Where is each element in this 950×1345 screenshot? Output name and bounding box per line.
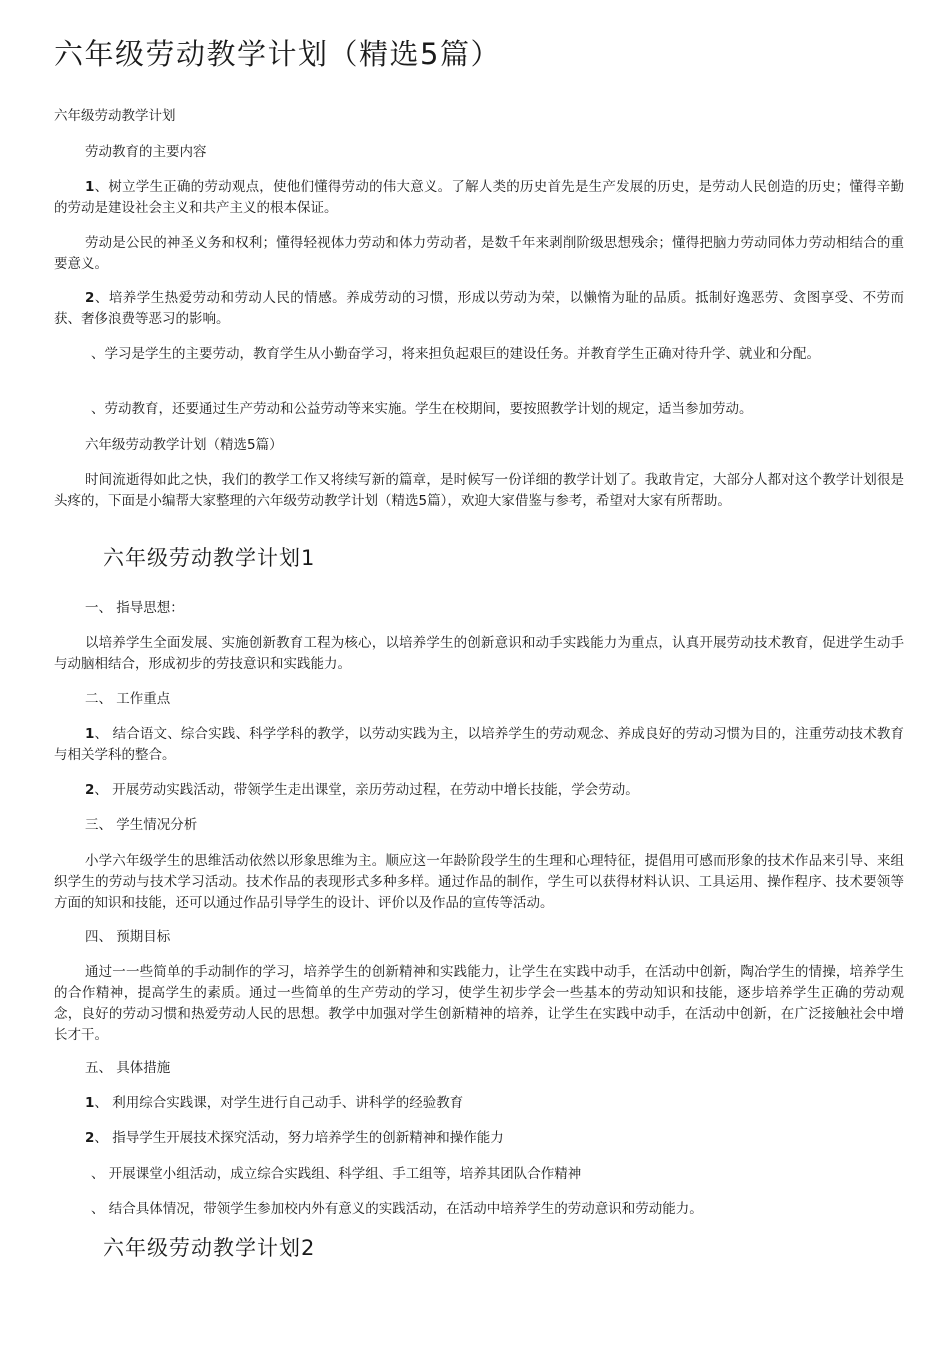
plan-1-section-2-item-2 xyxy=(54,780,904,801)
intro-paragraph-2: 劳动是公民的神圣义务和权利；懂得轻视体力劳动和体力劳动者，是数千年来剥削阶级思想残余；懂得把脑力劳动同体力劳动相结合的重要意义。 xyxy=(54,235,904,272)
paragraph-text: 、培养学生热爱劳动和劳动人民的情感。养成劳动的习惯，形成以劳动为荣，以懒惰为耻的品质。抵制好逸恶劳、贪图享受、不劳而获、奢侈浪费等恶习的影响。 xyxy=(54,290,904,327)
item-number: 2 xyxy=(85,782,95,798)
paragraph-text: 、树立学生正确的劳动观点，使他们懂得劳动的伟大意义。了解人类的历史首先是生产发展的历史，是劳动人民创造的历史；懂得辛勤的劳动是建设社会主义和共产主义的根本保证。 xyxy=(54,179,904,216)
item-text: 、 指导学生开展技术探究活动，努力培养学生的创新精神和操作能力 xyxy=(94,1130,504,1146)
item-text: 、 开展劳动实践活动，带领学生走出课堂，亲历劳动过程，在劳动中增长技能，学会劳动。 xyxy=(94,782,639,798)
item-number: 2 xyxy=(85,1130,95,1146)
plan-1-section-5-title: 五、 具体措施 xyxy=(85,1060,171,1076)
plan-1-section-5-item-3: 、 开展课堂小组活动，成立综合实践组、科学组、手工组等，培养其团队合作精神 xyxy=(91,1166,582,1182)
intro-paragraph-3 xyxy=(54,288,904,330)
document-title: 六年级劳动教学计划（精选5篇） xyxy=(54,37,501,71)
intro-paragraph-6: 六年级劳动教学计划（精选5篇） xyxy=(85,437,283,453)
plan-1-section-5-item-4: 、 结合具体情况，带领学生参加校内外有意义的实践活动，在活动中培养学生的劳动意识和劳动能力。 xyxy=(91,1201,703,1217)
intro-paragraph-4: 、学习是学生的主要劳动，教育学生从小勤奋学习，将来担负起艰巨的建设任务。并教育学生正确对待升学、就业和分配。 xyxy=(91,346,820,362)
item-number: 1 xyxy=(85,726,95,742)
item-number: 1 xyxy=(85,179,95,195)
plan-1-section-4-title: 四、 预期目标 xyxy=(85,929,171,945)
item-number: 1 xyxy=(85,1095,95,1111)
item-text: 、 结合语文、综合实践、科学学科的教学，以劳动实践为主，以培养学生的劳动观念、养成良好的劳动习惯为目的，注重劳动技术教育与相关学科的整合。 xyxy=(54,726,904,763)
plan-1-section-1-title: 一、 指导思想： xyxy=(85,600,184,616)
plan-1-section-2-item-1 xyxy=(54,724,904,766)
item-number: 2 xyxy=(85,290,95,306)
plan-1-section-4-body: 通过一一些简单的手动制作的学习，培养学生的创新精神和实践能力，让学生在实践中动手，在活动中创新，陶冶学生的情操，培养学生的合作精神，提高学生的素质。通过一些简单的生产劳动的学习，使学生初步学会一些基本的劳动知识和技能，逐步培养学生正确的劳动观念，良好的劳动习惯和热爱劳动人民的思想。教学中加强对学生创新精神的培养，让学生在实践中动手，在活动中创新，在广泛接触社会中增长才干。 xyxy=(54,964,904,1043)
plan-1-section-3-title: 三、 学生情况分析 xyxy=(85,817,198,833)
plan-2-heading: 六年级劳动教学计划2 xyxy=(103,1236,316,1260)
plan-1-section-5-item-1 xyxy=(54,1093,904,1114)
intro-subheading: 劳动教育的主要内容 xyxy=(85,144,207,160)
intro-paragraph-1 xyxy=(54,177,904,219)
plan-1-section-2-title: 二、 工作重点 xyxy=(85,691,171,707)
item-text: 、 利用综合实践课，对学生进行自己动手、讲科学的经验教育 xyxy=(94,1095,464,1111)
intro-paragraph-7: 时间流逝得如此之快，我们的教学工作又将续写新的篇章，是时候写一份详细的教学计划了。我敢肯定，大部分人都对这个教学计划很是头疼的，下面是小编帮大家整理的六年级劳动教学计划（精选5篇），欢迎大家借鉴与参考，希望对大家有所帮助。 xyxy=(54,472,904,509)
intro-paragraph-5: 、劳动教育，还要通过生产劳动和公益劳动等来实施。学生在校期间，要按照教学计划的规定，适当参加劳动。 xyxy=(91,401,753,417)
plan-1-heading: 六年级劳动教学计划1 xyxy=(103,546,316,570)
plan-1-section-5-item-2 xyxy=(54,1128,904,1149)
plan-1-section-3-body: 小学六年级学生的思维活动依然以形象思维为主。顺应这一年龄阶段学生的生理和心理特征，提倡用可感而形象的技术作品来引导、来组织学生的劳动与技术学习活动。技术作品的表现形式多种多样。通过作品的制作，学生可以获得材料认识、工具运用、操作程序、技术要领等方面的知识和技能，还可以通过作品引导学生的设计、评价以及作品的宣传等活动。 xyxy=(54,853,904,911)
plan-1-section-1-body: 以培养学生全面发展、实施创新教育工程为核心，以培养学生的创新意识和动手实践能力为重点，认真开展劳动技术教育，促进学生动手与动脑相结合，形成初步的劳技意识和实践能力。 xyxy=(54,635,904,672)
intro-heading: 六年级劳动教学计划 xyxy=(54,108,176,124)
